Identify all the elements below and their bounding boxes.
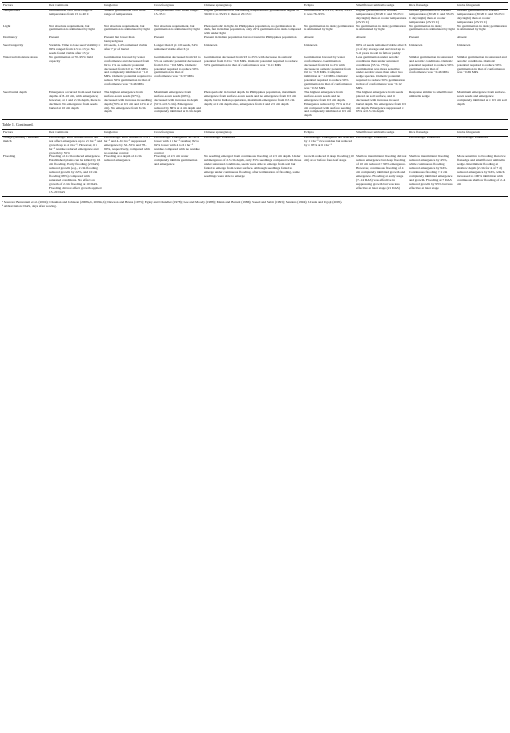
footnote: ᵃ Sources: Benvenuti et al. (2004); Chauhan and Johnson (2008a,b, 2009a,b); Dawson and Bruns (1975); Egley and Chandler (1978); Lee and Moody (1988); Mann and Barrett (1986); Saeed and Sabir (1993); Sanders (1994); Ursula and Ugoji (2005). [2, 200, 343, 204]
table-cell: Germination favored by water conformance and decreased from 92 to 1% as osmotic potential decreased from 0.0 to −0.8 MPa and completely inhibited at −1.0 MPa. Osmotic potential required to reduce 50% germination in that of conformance was −0.46 MPa [104, 55, 152, 87]
table-row [2, 56, 508, 91]
table-cell: Present [409, 36, 419, 40]
table-cell: Emergence occurred from seed buried depths of 8–10 cm, with emergence; however, at 1 and 2 cm depth, there is declined. No emergence from seeds buried at 10 cm depth [49, 90, 101, 110]
table-cell: Maximum emergence from surface-sown seeds (60%), decreased with increase in depth (51% at 0.5 cm). Emergence reduced by 86% at 4 cm depth and completely inhibited at 6 cm depth [154, 90, 202, 114]
table-cell: The highest emergence from surface-sown seeds (97%), decreased with increase in seedling depth (70% at 0.5 cm and 12% at 2 cm). No emergence from 6 cm depth [104, 90, 152, 114]
table-continued-caption: Table 1. Continued. [2, 122, 34, 127]
col-header: Rice flatsedge [409, 3, 429, 7]
table-cell: Zero-tillage: Unknown [409, 135, 441, 139]
bottom-rule-continued [2, 196, 508, 197]
col-header: Globe fringerush [457, 130, 481, 134]
table-cell: Absent [304, 36, 314, 40]
table-cell: Photoperiodic in buried depth. In Philippines population, maximum emergence from surface-sown seeds and no emergence from 0.5 cm depth, but in Indian population, maximum emergence from 0.5 cm depth; at 2 cm depth also, emergence from 2 and 2.5 cm depth [204, 90, 297, 106]
table-cell: No germination in dark; germination is stimulated by light [304, 24, 354, 32]
table-cell: More sensitive to flooding than rice flatsedge and smallflower umbrella sedge. Intermittent flooding at shallow depth (2 cm for 4 of 7 d) reduced emergence by 94%, which increased to 100% inhibition with continuous shallow flooding of 2–4 cm [457, 155, 506, 186]
col-header: Eclipta [304, 130, 314, 134]
table-cell: No germination in dark; germination is stimulated by light [356, 24, 406, 32]
table-cell: Unknown [409, 44, 423, 48]
row-factor: Seed burial depth [3, 90, 27, 94]
table-cell: Germination decreased from 92 to 5% as osmotic potential decreased from 0.0 to −0.6 MPa. Osmotic potential required to reduce 50% germination in that of conformance was −0.37 MPa [154, 55, 201, 79]
col-header: Ilex vomitoria [49, 130, 69, 134]
table-cell: Zero-tillage: Rice residue of 1–2 t ha⁻¹ and 4–6 t ha⁻¹ suppressed emergence by 32–55% and 78–90%, respectively, compared with no residue control [104, 135, 151, 155]
table-cell: Present [49, 36, 59, 40]
table-row [2, 25, 508, 37]
table-cell: Germination favored by water conformance. Germination decreased from 94 to 2% with decrease in osmotic potential from 0.0 to −0.8 MPa. Complete inhibition at −1.0 MPa. Osmotic potential required to reduce 50% germination in that of conformance was −0.52 MPa [304, 55, 353, 91]
table-cell: Greater germination at warmer temperatures (30/20 C and 35/25 C day/night) than at cooler temperature (25/15 C) [457, 8, 505, 24]
table-cell: Present [154, 36, 164, 40]
col-header: Smallflower umbrella sedge [356, 3, 395, 7]
table-cell: Zero-tillage: Unknown [204, 135, 236, 139]
table-cell: Can germinate over wider range: 15–35 C [154, 8, 199, 16]
table-cell: Shallow intermittent flooding reduced emergence by 45%, while continuous flooding reduced emergence by 94%. Continuous flooding > 2 cm completely inhibited emergence and growth. Flooding at 7 DAS reduced growth by 95% but less effective at later stage [409, 155, 453, 190]
table-cell: Present but lower than barnyardgrass [104, 36, 135, 44]
table-cell: Germination over wide range of temperatures from 15 to 40 C [49, 8, 93, 16]
header-rule-continued [2, 136, 508, 137]
table-cell: Higher germination at warmer temperatures (30/20 C and 35/25 C day/night) than at cooler temperature (25/15 C) [356, 8, 407, 24]
footnote: ᵇ Abbreviation: DAS, days after sowing. [2, 204, 57, 208]
col-header: Ilex vomitoria [49, 3, 69, 7]
col-header: Chinese sprangletop [204, 3, 232, 7]
table-cell: Longer than 6 yr. Of seeds, 54% remained viable after 6 yr [154, 44, 198, 51]
col-header: Chinese sprangletop [204, 130, 232, 134]
table-row [2, 91, 508, 118]
table-cell: Germination at 25/15, 30/20, 35/25 C was 76–93% [304, 8, 352, 16]
table-cell: Unknown [304, 44, 318, 48]
table-cell: Zero-tillage: Unknown [356, 135, 388, 139]
row-factor: Flooding [3, 155, 16, 159]
row-factor: Temperature [3, 8, 21, 12]
col-header: Factors [3, 3, 13, 7]
table-cell: Germination decreased from 93 to 25% with decrease in osmotic potential from 0.0 to −0.6 MPa. Osmotic potential required to reduce 50% germination in that of conformance was −0.11 MPa [204, 55, 298, 67]
col-header: Junglerice [104, 3, 118, 7]
table-cell: The highest emergence from surface-sown seeds and no emergence from 0.5 cm depth. Emergence reduced by 75% at 0.2 cm compared with surface seeding and completely inhibited at 0.5 cm depth [304, 90, 352, 118]
table-cell: Shallow intermittent flooding did not reduce emergence but deep flooding of 10 cm reduced > 90% emergence. However, continuous flooding of 4 cm completely inhibited growth and emergence. Flooding at early stage (7–14 DAS) was effective in suppressing growth but was less effective at later stage (21 DAS) [356, 155, 407, 190]
table-cell: Greater germination at warmer temperatures (30/20 C and 35/25 C day/night) than at cooler temperature (25/15 C) [409, 8, 454, 24]
footnotes [2, 200, 508, 208]
col-header: Rice flatsedge [409, 130, 429, 134]
table-cell: No seedling emerged from continuous flooding of 2.5 cm depth. Under submergence of 2.5 cm depth, only 35% seedlings compared with those under saturated conditions, seeds were able to emerge from soil but failed to emerge from water surface. Although seedlings failed to emerge under continuous flooding, after termination of flooding, some seedlings were able to emerge [204, 155, 302, 178]
row-factor: Light [3, 24, 11, 28]
table-cell: Absent [457, 36, 467, 40]
col-header: Smallflower umbrella sedge [356, 130, 395, 134]
table-cell: Flooding of 2.5 cm water completely inhibits germination and emergence [154, 155, 198, 167]
table-cell: Zero-tillage: Unknown [457, 135, 489, 139]
table-cell: 90% of seeds remained viable after 6 yr of dry storage and survived up to 5–6 years in soil in fallow paddy [356, 44, 407, 55]
table-cell: Response similar to smallflower umbrella sedge [409, 90, 453, 98]
table-cell: Unknown [457, 44, 471, 48]
table-cell: Unknown [204, 44, 218, 48]
col-header: Factors [3, 130, 13, 134]
table-row [2, 9, 508, 25]
table-continued [2, 130, 508, 195]
row-factor: Dormancy [3, 36, 18, 40]
table-cell: Not absolute requirement, but germination is stimulated by light [49, 24, 95, 32]
table-cell: Similar germination in saturated and aerobic conditions. Osmotic potential required to reduce 50% germination in that of conformance was −0.69 MPa [457, 55, 507, 75]
col-header: Crowfootgrass [154, 3, 174, 7]
table-cell: The highest emergence from seeds placed on soil surface, and it decreased with increase in seed burial depth. No emergence from 0.5 cm depth. Emergence suppressed ≥ 95% at 0.5 cm depth [356, 90, 407, 114]
table-cell: Flooding of 4 cm reduced emergence. Established plants can be killed by 16 cm flooding. Early flooding (2 DAS) reduced growth (e.g., 2 cm flooding reduced growth by 22%, and 10 cm flooding 68%) compared with saturated conditions. No effect on growth of 2 cm flooding at 10 DAS. Flooding did not affect growth applied 15–20 DAS [49, 155, 102, 194]
table-cell: Not absolute requirement, but germination is stimulated by light [154, 24, 200, 32]
bottom-rule [2, 119, 508, 120]
table-row [2, 155, 508, 194]
header-rule [2, 9, 508, 10]
table-cell: Similar germination over wide range of temperature [104, 8, 146, 16]
table-cell: No germination in dark; germination is stimulated by light [409, 24, 455, 32]
table-cell: Zero-tillage: Emergence not affected by 1 t ha⁻¹ rice residue but reduced by ≥ 95% at 6 t ha⁻¹ [304, 135, 354, 147]
table-cell: Similar germination in saturated and aerobic conditions. Osmotic potential required to reduce 50% germination in that of conformance was −0.46 MPa [409, 55, 454, 75]
table-cell: Zero-tillage: Rice residue mulch did not affect emergence up to 2 t ha⁻¹ and growth up to 4 t ha⁻¹. However, 6 t ha⁻¹ residue reduced emergence and growth by 55% [49, 135, 102, 155]
table-cell: Variable. Time to lose seed viability ≥ 99% ranged from 2.5 to 13 yr. No seeds found viable after 15 yr [49, 44, 101, 55]
table-main [2, 3, 508, 118]
table-row [2, 44, 508, 56]
col-header: Junglerice [104, 130, 118, 134]
row-factor: Water/salt moisture stress [3, 55, 38, 59]
table-row [2, 36, 508, 44]
table-row [2, 136, 508, 156]
table-cell: Zero-tillage: Emergence 30–38% lower with 1 t ha⁻¹ residue; 82 to 92% lower with 4 to 6 t ha⁻¹ residue compared with no residue control [154, 135, 200, 155]
col-header: Globe fringerush [457, 3, 481, 7]
table-cell: Of seeds, 1.4% remained viable after 7 yr of burial [104, 44, 148, 51]
table-cell: Higher germination at fluctuating temperatures: germination higher at 30/20 C to 35/25 C than at 25/15 C [204, 8, 299, 16]
table-cell: Not absolute requirement, but germination is stimulated by light [104, 24, 150, 32]
col-header: Eclipta [304, 3, 314, 7]
table-cell: Photoperiodic in light. In Philippines population, no germination in dark, but in Indian population, only 22% germination in dark compared with under light [204, 24, 301, 36]
table-cell: No germination in dark; germination is stimulated by light [457, 24, 507, 32]
col-header: Crowfootgrass [154, 130, 174, 134]
table-cell: No germination at 70–95% field capacity [49, 55, 93, 63]
table-cell: Absent [356, 36, 366, 40]
table-cell: Growth reduced if deep flooding (10 cm) at or before four-leaf stage [304, 155, 354, 163]
table-cell: Maximum emergence from surface-sown seeds and emergence completely inhibited at ≥ 0.5 cm soil depth [457, 90, 507, 106]
table-cell: Less germination under aerobic conditions than under saturated conditions (55 vs. 75%). Germination was more sensitive under aerobic areas than other two sedge species. Osmotic potential required to reduce 50% germination in that of conformance was −0.12 MPa [356, 55, 405, 91]
table-cell: Flooding at a depth of 4 cm reduced emergence [104, 155, 142, 163]
row-factor: Seed longevity [3, 44, 24, 48]
row-factor: Tillage (farmed) / Residue mulch [3, 135, 39, 143]
table-cell: Present in Indian population but not found in Philippines population [204, 36, 297, 40]
